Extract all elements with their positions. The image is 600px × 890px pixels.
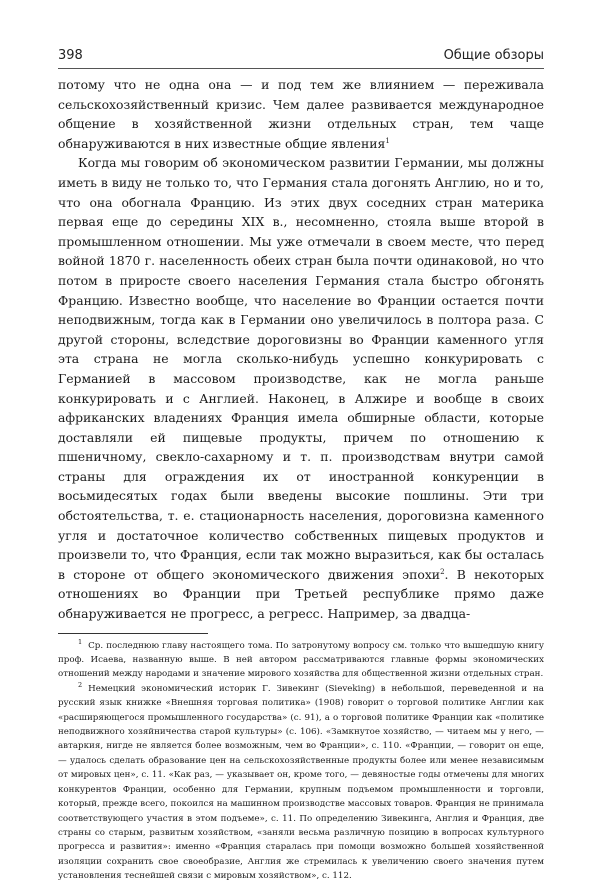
footnotes — [58, 639, 544, 884]
footnote-1 — [58, 639, 544, 682]
footnote-ref-1[interactable]: 1 — [385, 136, 390, 145]
footnote-2-text: Немецкий экономический историк Г. Зивекинг (Sieveking) в небольшой, переведенной и на русский язык книжке «Внешняя торговая политика» (1908) говорит о торговой политике Англии как «расширяющегося промышленного государства» (с. 91), а о торговой политике Франции как «политике неподвижного хозяйничества старой культуры» (с. 106). «Замкнутое хозяйство, — читаем мы у него, — автаркия, нигде не является более возможным, чем во Франции», с. 110. «Франции, — говорит он еще, — удалось сделать образование цен на сельскохозяйственные продукты более или менее независимым от мировых цен», с. 11. «Как раз, — указывает он, кроме того, — девяностые годы отмечены для многих конкурентов Франции, особенно для Германии, крупным подъемом промышленности и торговли, который, прежде всего, покоился на машинном производстве массовых товаров. Франция не принимала соответствующего участия в этом подъеме», с. 11. По определению Зивекинга, Англия и Франция, две страны со старым, развитым хозяйством, «заняли весьма различную позицию в вопросах культурного прогресса и развития»: именно «Франция старалась при помощи возможно большей хозяйственной изоляции сохранить свое своеобразие, Англия же стремилась к увеличению своего значения путем установления теснейшей связи с мировым хозяйством», с. 112. — [58, 683, 544, 882]
paragraph-1-text: потому что не одна она — и под тем же влиянием — переживала сельскохозяйственный кризис. Чем далее развивается международное общение в хозяйственной жизни отдельных стран, тем чаще обнаруживаются в них известные общие явления — [58, 77, 544, 151]
footnote-1-text: Ср. последнюю главу настоящего тома. По затронутому вопросу см. только что вышедшую книгу проф. Исаева, названную выше. В ней автором рассматриваются главные формы экономических отношений между народами и значение мирового хозяйства для общественной жизни отдельных стран. — [58, 640, 544, 680]
running-header — [58, 48, 544, 69]
paragraph-2 — [58, 153, 544, 623]
footnote-2-mark: 2 — [78, 680, 83, 689]
main-text — [58, 75, 544, 624]
paragraph-2-text-a: Когда мы говорим об экономическом развитии Германии, мы должны иметь в виду не только то, что Германия стала догонять Англию, но и то, что она обогнала Францию. Из этих двух соседних стран материка первая еще до середины XIX в., несомненно, стояла выше второй в промышленном отношении. Мы уже отмечали в своем месте, что перед войной 1870 г. населенность обеих стран была почти одинаковой, но что потом в приросте своего населения Германия стала быстро обгонять Францию. Известно вообще, что население во Франции остается почти неподвижным, тогда как в Германии оно увеличилось в полтора раза. С другой стороны, вследствие дороговизны во Франции каменного угля эта страна не могла сколько-нибудь успешно конкурировать с Германией в массовом производстве, как не могла раньше конкурировать и с Англией. Наконец, в Алжире и вообще в своих африканских владениях Франция имела обширные области, которые доставляли ей пищевые продукты, причем по отношению к пшеничному, свекло-сахарному и т. п. производствам внутри самой страны для ограждения их от иностранной конкуренции в восьмидесятых годах были введены высокие пошлины. Эти три обстоятельства, т. е. стационарность населения, дороговизна каменного угля и достаточное количество собственных пищевых продуктов и произвели то, что Франция, если так можно выразиться, как бы осталась в стороне от общего экономического движения эпохи — [58, 155, 544, 582]
footnote-separator — [58, 633, 208, 634]
section-title: Общие обзоры — [443, 48, 544, 63]
paragraph-1 — [58, 75, 544, 153]
page-number: 398 — [58, 48, 83, 63]
footnote-ref-2[interactable]: 2 — [440, 567, 445, 576]
footnote-1-mark: 1 — [78, 637, 83, 646]
paragraph-2-text-b: . В некоторых отношениях во Франции при Третьей республике прямо даже обнаруживается не прогресс, а регресс. Например, за двадца- — [58, 566, 544, 622]
book-page — [58, 48, 544, 884]
footnote-2 — [58, 682, 544, 884]
